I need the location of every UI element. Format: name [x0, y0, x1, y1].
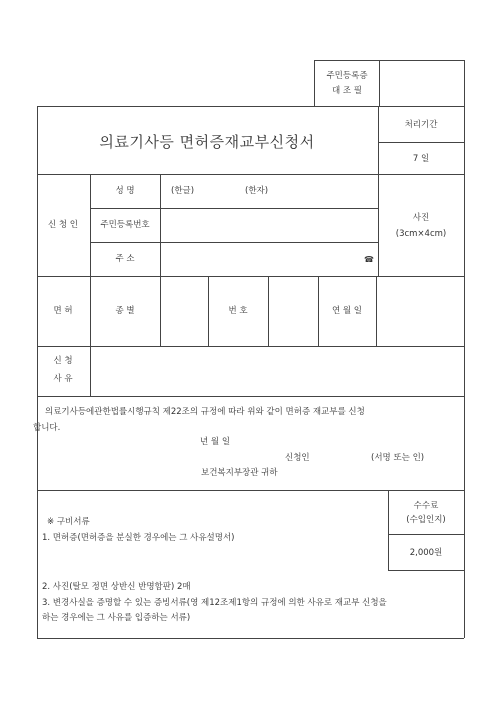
license-number-field[interactable]	[269, 277, 317, 345]
document-item-1: 1. 면허증(면허증을 분실한 경우에는 그 사유설명서)	[42, 533, 235, 543]
signature-note: (서명 또는 인)	[371, 453, 425, 463]
fee-amount: 2,000원	[409, 548, 443, 558]
document-item-3-line1: 3. 변경사실을 증명할 수 있는 증빙서류(영 제12조제1항의 규정에 의한 사유로 재교부 신청을	[42, 598, 387, 608]
reason-label-line2: 사 유	[53, 374, 73, 384]
reason-label-line1: 신 청	[53, 356, 73, 366]
processing-period-value: 7 일	[412, 154, 430, 164]
statement-line1: 의료기사등에관한법률시행규칙 제22조의 규정에 따라 위와 같이 면허증 재교부를 신청	[45, 407, 365, 417]
license-number-label: 번 호	[228, 306, 248, 316]
applicant-section-label: 신 청 인	[47, 220, 79, 230]
reg-check-label-line1: 주민등록증	[326, 71, 368, 81]
processing-period-label: 처리기간	[404, 120, 438, 130]
license-type-field[interactable]	[161, 277, 207, 345]
license-date-field[interactable]	[377, 277, 463, 345]
phone-icon: ☎	[364, 255, 374, 264]
fee-sub-label: (수입인지)	[406, 515, 446, 525]
document-item-3-line2: 하는 경우에는 그 사유를 입증하는 서류)	[42, 613, 191, 623]
name-korean-field[interactable]: (한글)	[171, 186, 195, 196]
photo-size: (3cm×4cm)	[395, 229, 447, 239]
applicant-signature-label: 신청인	[285, 453, 310, 463]
reg-no-field[interactable]	[161, 209, 377, 241]
statement-line2: 합니다.	[33, 423, 61, 433]
reg-check-label-line2: 대 조 필	[331, 86, 363, 96]
date-line[interactable]: 년 월 일	[200, 437, 231, 447]
license-type-label: 종 별	[115, 306, 135, 316]
license-date-label: 연 월 일	[331, 306, 363, 316]
name-hanja-field[interactable]: (한자)	[245, 186, 269, 196]
name-label: 성 명	[115, 186, 135, 196]
address-label: 주 소	[115, 254, 135, 264]
reg-no-label: 주민등록번호	[100, 220, 150, 230]
reason-field[interactable]	[91, 347, 463, 395]
license-section-label: 면 허	[53, 306, 73, 316]
document-item-2: 2. 사진(탈모 정면 상반신 반명함판) 2매	[42, 582, 191, 592]
form-title: 의료기사등 면허증재교부신청서	[99, 133, 315, 151]
photo-label: 사진	[412, 213, 430, 223]
address-field[interactable]	[161, 243, 361, 275]
addressee: 보건복지부장관 귀하	[201, 468, 278, 478]
documents-heading: ※ 구비서류	[47, 517, 90, 527]
fee-label: 수수료	[413, 501, 439, 511]
